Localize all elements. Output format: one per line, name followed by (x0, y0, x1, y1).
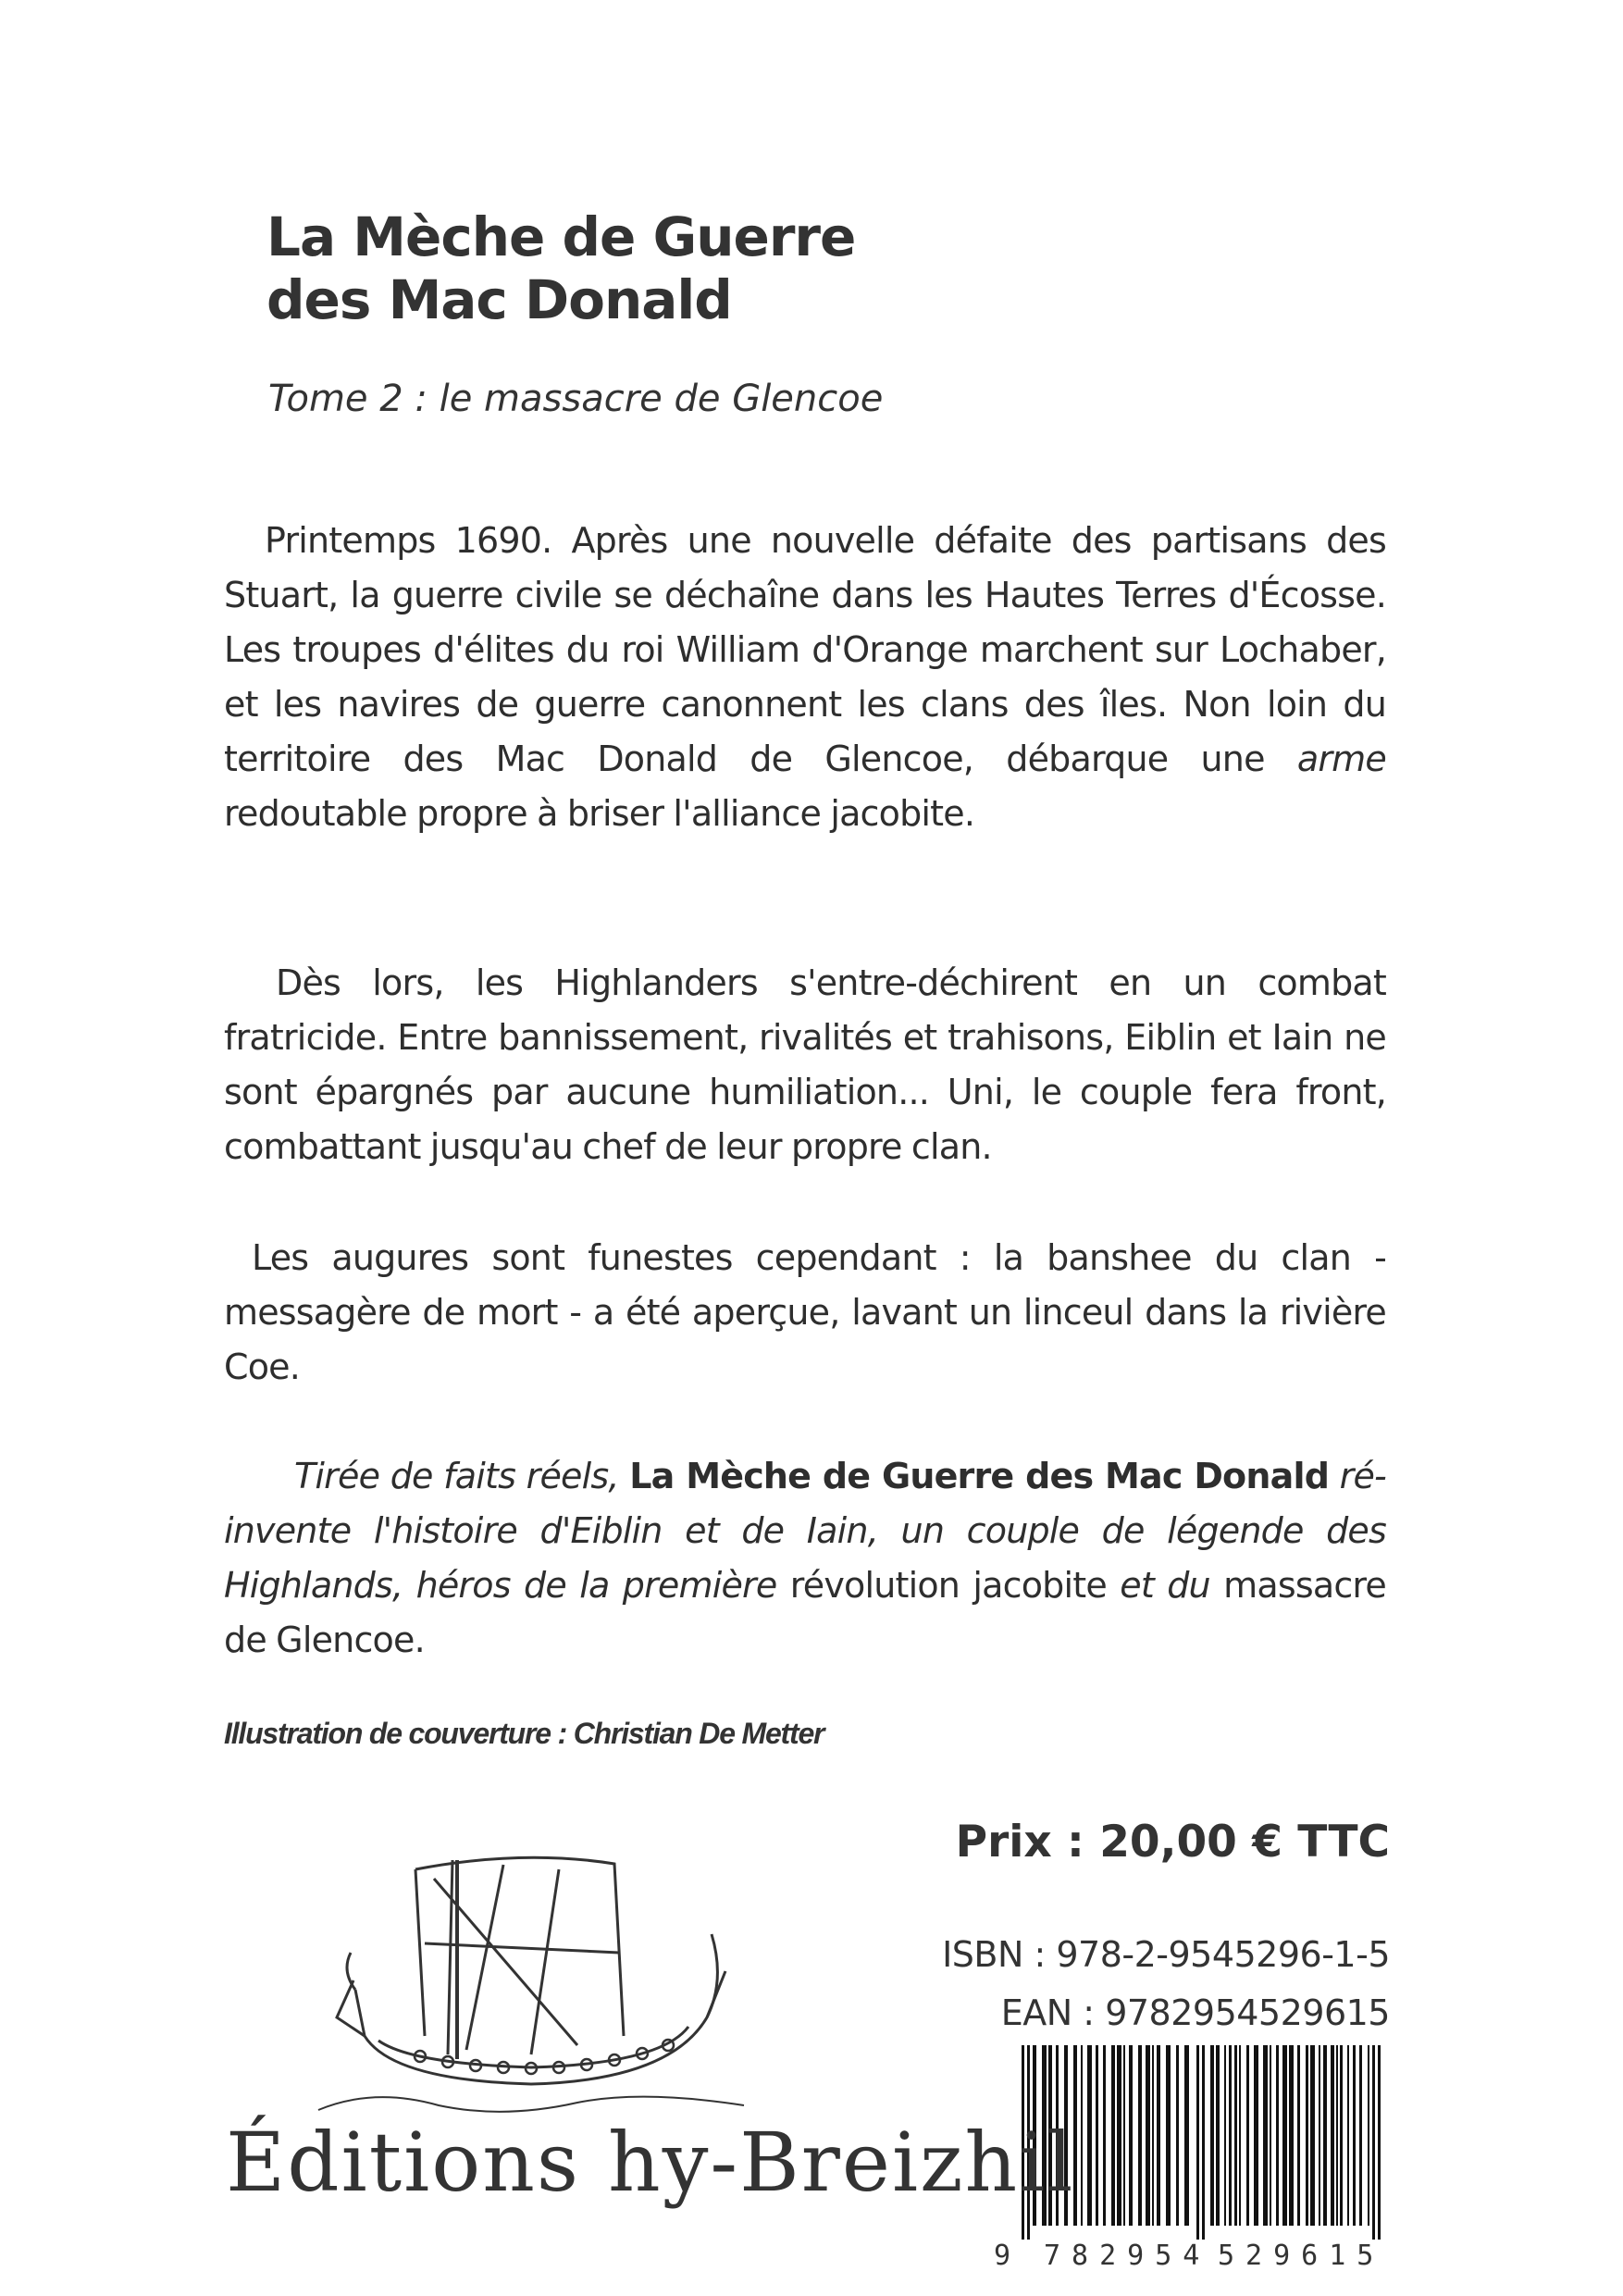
barcode-lead-digit: 9 (994, 2240, 1011, 2272)
barcode-bar (1129, 2045, 1133, 2226)
blurb-line: îles. Non loin du territoire des Mac Donald de Glencoe, (224, 684, 1387, 779)
blurb-line: Les augures sont funestes cependant : la banshee du clan - (252, 1237, 1386, 1278)
blurb-line: Printemps 1690. Après une nouvelle défaite des partisans des (265, 520, 1386, 561)
publisher-name: Éditions hy-Breizhil (226, 2115, 1075, 2210)
barcode-bar (1103, 2045, 1106, 2226)
blurb-paragraph-4 (224, 1449, 1386, 1668)
barcode-bar (1347, 2045, 1349, 2226)
barcode-bar (1359, 2045, 1362, 2226)
barcode-guard-bar (1196, 2045, 1199, 2240)
barcode-left-group: 782954 (1044, 2240, 1211, 2272)
blurb-line: fratricide. Entre bannissement, rivalités et trahisons, Eiblin et (224, 1017, 1261, 1058)
barcode-guard-bar (1378, 2045, 1381, 2240)
barcode-bar (1263, 2045, 1268, 2226)
blurb-paragraph-2 (224, 956, 1386, 1174)
barcode-bar (1229, 2045, 1232, 2226)
blurb-line: massacre de Glencoe. (224, 1565, 1386, 1660)
blurb-line: redoutable propre à briser l'alliance (224, 793, 822, 834)
blurb-book-title: La Mèche de Guerre des Mac Donald (629, 1456, 1330, 1496)
barcode-bar (1111, 2045, 1115, 2226)
viking-ship-icon (226, 1842, 855, 2119)
barcode-bar (1216, 2045, 1220, 2226)
ean: EAN : 9782954529615 (1000, 1992, 1390, 2033)
barcode-bar (1270, 2045, 1271, 2226)
barcode-bar (1123, 2045, 1125, 2226)
blurb-line: Highlands, héros de la première (224, 1565, 790, 1606)
barcode-guard-bar (1202, 2045, 1205, 2240)
book-title-line-2: des Mac Donald (266, 268, 732, 331)
barcode-digits (986, 2240, 1394, 2273)
barcode-bar (1224, 2045, 1226, 2226)
book-title (266, 205, 855, 331)
blurb-line: Stuart, la guerre civile se déchaîne dans les Hautes Terres (224, 575, 1217, 615)
barcode-bar (1297, 2045, 1300, 2226)
barcode-bar (1210, 2045, 1214, 2226)
blurb-paragraph-3 (224, 1231, 1386, 1395)
blurb-line: messagère de mort - a été aperçue, lavant un linceul dans la (224, 1292, 1269, 1333)
blurb-line: jacobite. (830, 793, 975, 834)
blurb-emphasis: arme (1296, 738, 1386, 779)
barcode-bar (1331, 2045, 1334, 2226)
blurb-paragraph-1 (224, 514, 1386, 841)
barcode-bar (1319, 2045, 1320, 2226)
barcode-bar (1246, 2045, 1249, 2226)
barcode-bar (1353, 2045, 1356, 2226)
blurb-line: débarque une (1006, 738, 1297, 779)
blurb-line: Iain ne sont épargnés par aucune humiliation... Uni, le couple (224, 1017, 1386, 1112)
isbn: ISBN : 978-2-9545296-1-5 (942, 1934, 1390, 1975)
barcode-bar (1336, 2045, 1338, 2226)
blurb-line: d'Écosse. Les troupes d'élites du roi William d'Orange marchent (224, 575, 1387, 670)
blurb-line: sur Lochaber, et les navires de guerre canonnent les clans des (224, 629, 1387, 725)
barcode-bar (1282, 2045, 1287, 2226)
price: Prix : 20,00 € TTC (955, 1817, 1390, 1868)
barcode-bar (1310, 2045, 1315, 2226)
barcode-bar (1087, 2045, 1092, 2226)
illustration-credit: Illustration de couverture : Christian De Metter (224, 1717, 824, 1750)
blurb-emphasis: Tirée de faits réels, (294, 1456, 630, 1496)
barcode-bar (1146, 2045, 1150, 2226)
barcode-bar (1306, 2045, 1308, 2226)
barcode-bar (1138, 2045, 1142, 2226)
blurb-emphasis: et du (1106, 1565, 1210, 1606)
barcode-bar (1276, 2045, 1279, 2226)
book-title-line-1: La Mèche de Guerre (266, 205, 856, 268)
barcode-bar (1234, 2045, 1237, 2226)
barcode-bar (1340, 2045, 1343, 2226)
barcode-bar (1323, 2045, 1327, 2226)
blurb-line: rivière Coe. (224, 1292, 1386, 1387)
barcode-bar (1239, 2045, 1241, 2226)
barcode-bar (1289, 2045, 1294, 2226)
barcode-bar (1176, 2045, 1179, 2226)
barcode-bar (1184, 2045, 1189, 2226)
barcode-bar (1254, 2045, 1258, 2226)
barcode-right-group: 529615 (1218, 2240, 1385, 2272)
blurb-line: ré-invente l'histoire d'Eiblin et de Iain, un couple de légende des (224, 1456, 1386, 1551)
barcode-bar (1166, 2045, 1171, 2226)
barcode-guard-bar (1372, 2045, 1375, 2240)
barcode-bar (1157, 2045, 1160, 2226)
barcode-bar (1096, 2045, 1098, 2226)
barcode-bar (1368, 2045, 1369, 2226)
blurb-line: fera front, combattant jusqu'au chef de leur propre clan. (224, 1072, 1386, 1167)
barcode-bar (1081, 2045, 1083, 2226)
book-subtitle: Tome 2 : le massacre de Glencoe (268, 378, 884, 420)
barcode-bar (1152, 2045, 1154, 2226)
blurb-line: Dès lors, les Highlanders s'entre-déchirent en un combat (276, 962, 1386, 1003)
barcode-bar (1117, 2045, 1121, 2226)
blurb-line: révolution jacobite (789, 1565, 1107, 1606)
